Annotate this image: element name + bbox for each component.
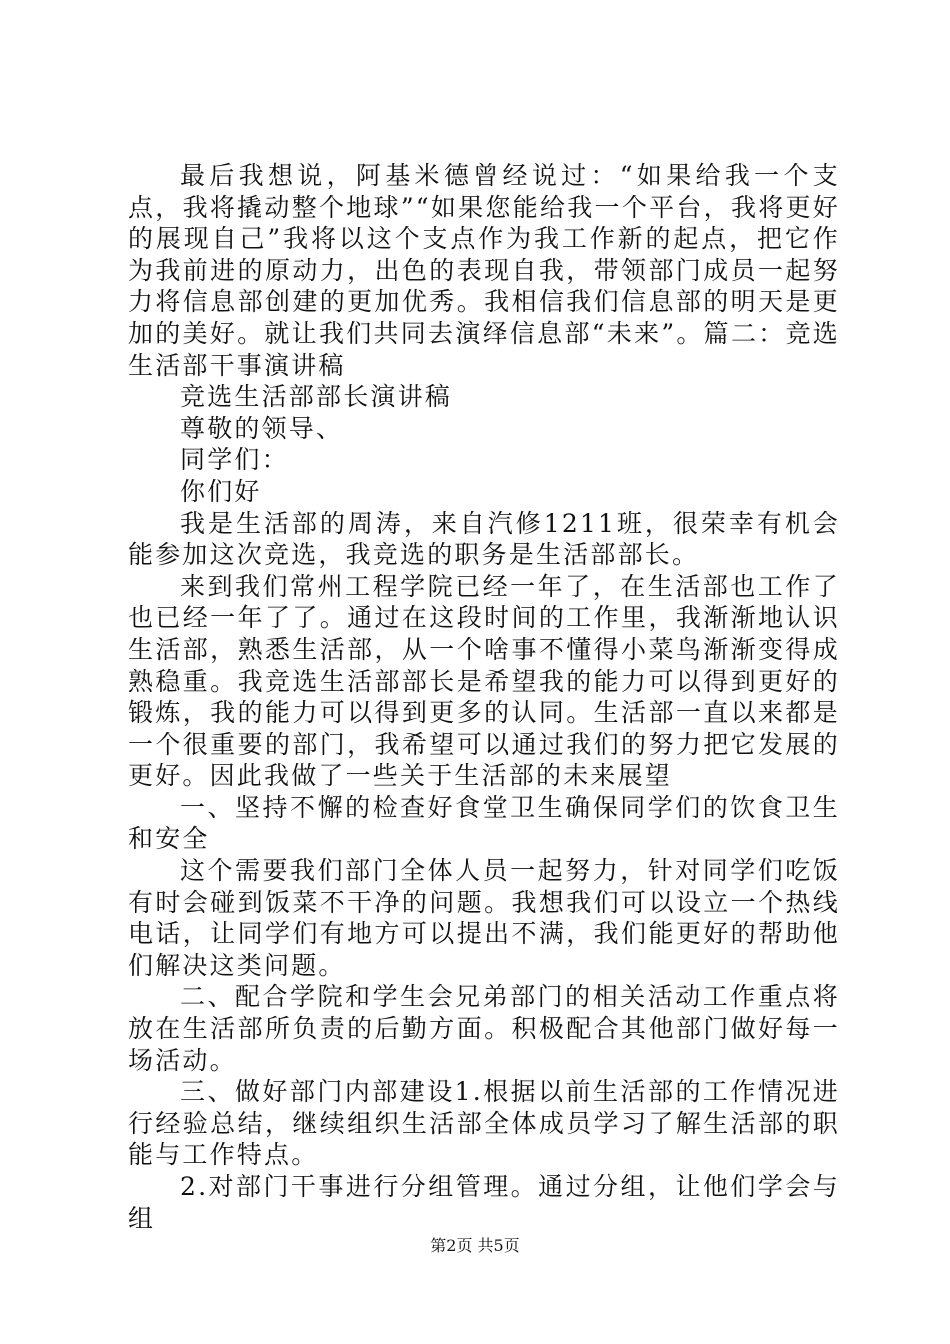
paragraph-self-introduction: 我是生活部的周涛，来自汽修1211班，很荣幸有机会能参加这次竞选，我竞选的职务是生活部部长。 — [128, 508, 840, 570]
paragraph-point-one-body: 这个需要我们部门全体人员一起努力，针对同学们吃饭有时会碰到饭菜不干净的问题。我想我们可以设立一个热线电话，让同学们有地方可以提出不满，我们能更好的帮助他们解决这类问题。 — [128, 856, 840, 980]
paragraph-background: 来到我们常州工程学院已经一年了，在生活部也工作了也已经一年了了。通过在这段时间的工作里，我渐渐地认识生活部，熟悉生活部，从一个啥事不懂得小菜鸟渐渐变得成熟稳重。我竞选生活部部长是希望我的能力可以得到更好的锻炼，我的能力可以得到更多的认同。生活部一直以来都是一个很重要的部门，我希望可以通过我们的努力把它发展的更好。因此我做了一些关于生活部的未来展望 — [128, 571, 840, 791]
paragraph-salutation-classmates: 同学们： — [180, 445, 289, 475]
page-number-footer: 第2页 共5页 — [430, 1236, 520, 1255]
paragraph-salutation-leaders: 尊敬的领导、 — [180, 413, 344, 443]
paragraph-speech-title: 竞选生活部部长演讲稿 — [180, 382, 453, 412]
document-body — [128, 160, 840, 1234]
paragraph-closing-remarks: 最后我想说，阿基米德曾经说过：“如果给我一个支点，我将撬动整个地球”“如果您能给我一个平台，我将更好的展现自己”我将以这个支点作为我工作新的起点，把它作为我前进的原动力，出色的表现自我，带领部门成员一起努力将信息部创建的更加优秀。我相信我们信息部的明天是更加的美好。就让我们共同去演绎信息部“未来”。篇二：竞选生活部干事演讲稿 — [128, 161, 840, 380]
paragraph-point-two: 二、配合学院和学生会兄弟部门的相关活动工作重点将放在生活部所负责的后勤方面。积极配合其他部门做好每一场活动。 — [128, 982, 840, 1075]
paragraph-greeting: 你们好 — [180, 476, 262, 506]
paragraph-point-one-heading: 一、坚持不懈的检查好食堂卫生确保同学们的饮食卫生和安全 — [128, 792, 840, 854]
paragraph-point-three-item-two: 2.对部门干事进行分组管理。通过分组，让他们学会与组 — [128, 1172, 840, 1233]
paragraph-point-three: 三、做好部门内部建设1.根据以前生活部的工作情况进行经验总结，继续组织生活部全体成员学习了解生活部的职能与工作特点。 — [128, 1077, 840, 1170]
